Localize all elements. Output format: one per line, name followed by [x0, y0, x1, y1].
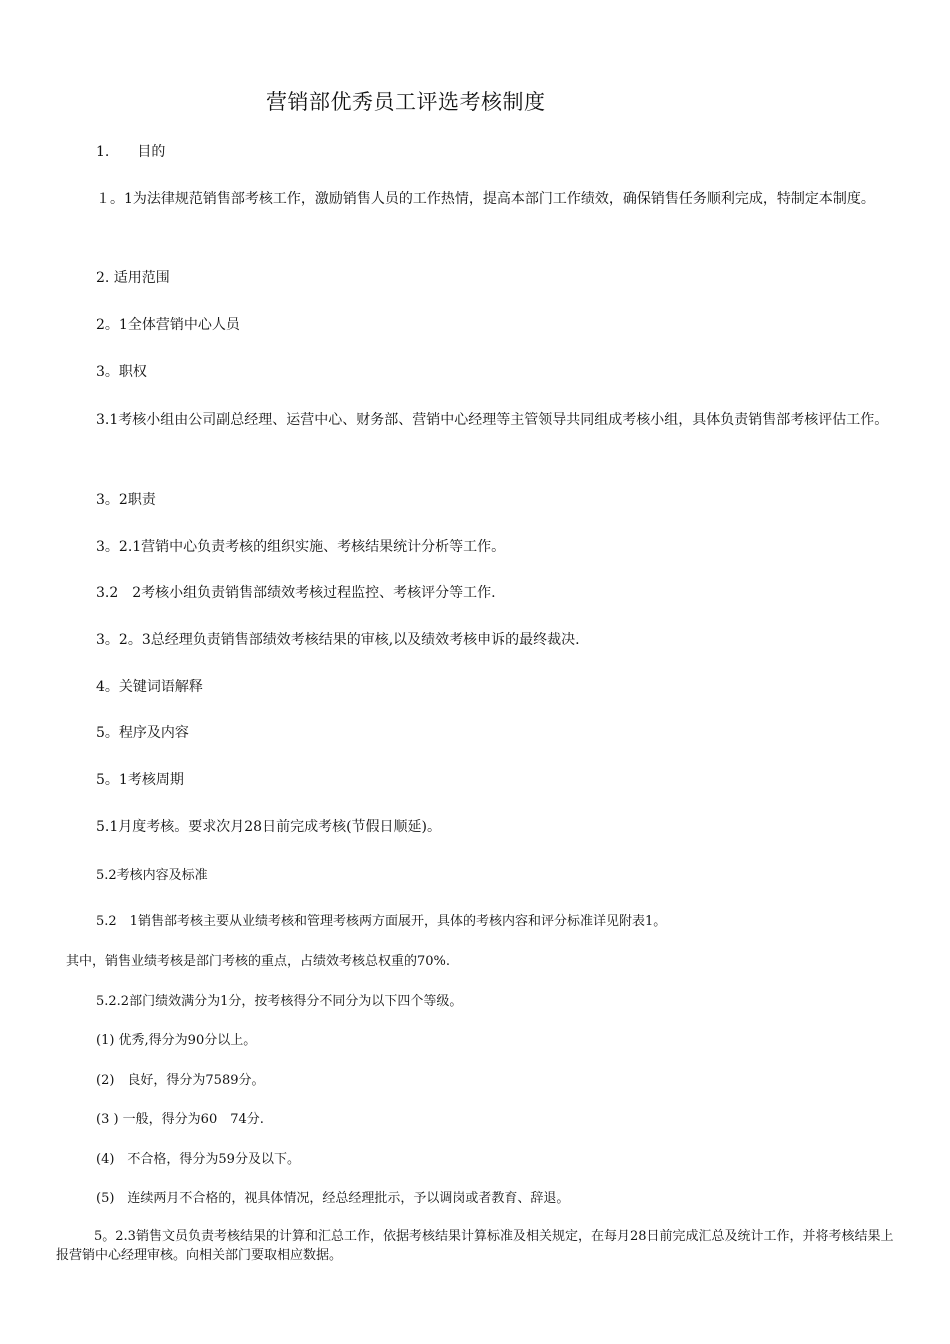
section-2-heading: 2. 适用范围 — [96, 270, 170, 286]
paragraph-3-2-3: 3。2。3总经理负责销售部绩效考核结果的审核,以及绩效考核申诉的最终裁决. — [96, 632, 580, 648]
grade-item-2: (2) 良好，得分为7589分。 — [96, 1073, 265, 1088]
paragraph-3-1: 3.1考核小组由公司副总经理、运营中心、财务部、营销中心经理等主管领导共同组成考核小组，具体负责销售部考核评估工作。 — [96, 412, 889, 428]
paragraph-5-2-1: 5.2 1销售部考核主要从业绩考核和管理考核两方面展开，具体的考核内容和评分标准详见附表1。 — [96, 914, 667, 929]
section-5-heading: 5。程序及内容 — [96, 725, 189, 741]
grade-item-1: (1) 优秀,得分为90分以上。 — [96, 1033, 257, 1048]
paragraph-5-2-2: 5.2.2部门绩效满分为1分，按考核得分不同分为以下四个等级。 — [96, 994, 463, 1009]
paragraph-5-2-1-cont: 其中，销售业绩考核是部门考核的重点，占绩效考核总权重的70%. — [66, 954, 451, 969]
paragraph-3-2-1: 3。2.1营销中心负责考核的组织实施、考核结果统计分析等工作。 — [96, 539, 506, 555]
grade-item-4: (4) 不合格，得分为59分及以下。 — [96, 1152, 300, 1167]
section-1-heading: 1. 目的 — [96, 144, 166, 160]
grade-item-3: (3 ) 一般，得分为60 74分. — [96, 1112, 264, 1127]
paragraph-5-2-3: 5。2.3销售文员负责考核结果的计算和汇总工作，依据考核结果计算标准及相关规定，在每月28日前完成汇总及统计工作，并将考核结果上报营销中心经理审核。向相关部门要取相应数据。 — [56, 1229, 894, 1263]
section-3-heading: 3。职权 — [96, 364, 147, 380]
paragraph-3-2-2: 3.2 2考核小组负责销售部绩效考核过程监控、考核评分等工作. — [96, 585, 496, 601]
section-5-2-heading: 5.2考核内容及标准 — [96, 868, 208, 883]
paragraph-1-1: １。1为法律规范销售部考核工作，激励销售人员的工作热情，提高本部门工作绩效，确保销售任务顺利完成，特制定本制度。 — [96, 191, 875, 207]
document-title: 营销部优秀员工评选考核制度 — [266, 90, 546, 114]
grade-item-5: (5) 连续两月不合格的，视具体情况，经总经理批示，予以调岗或者教育、辞退。 — [96, 1191, 570, 1206]
section-5-1-heading: 5。1考核周期 — [96, 772, 184, 788]
section-4-heading: 4。关键词语解释 — [96, 679, 203, 695]
paragraph-5-1: 5.1月度考核。要求次月28日前完成考核(节假日顺延)。 — [96, 819, 442, 835]
paragraph-2-1: 2。1全体营销中心人员 — [96, 317, 240, 333]
section-3-2-heading: 3。2职责 — [96, 492, 156, 508]
